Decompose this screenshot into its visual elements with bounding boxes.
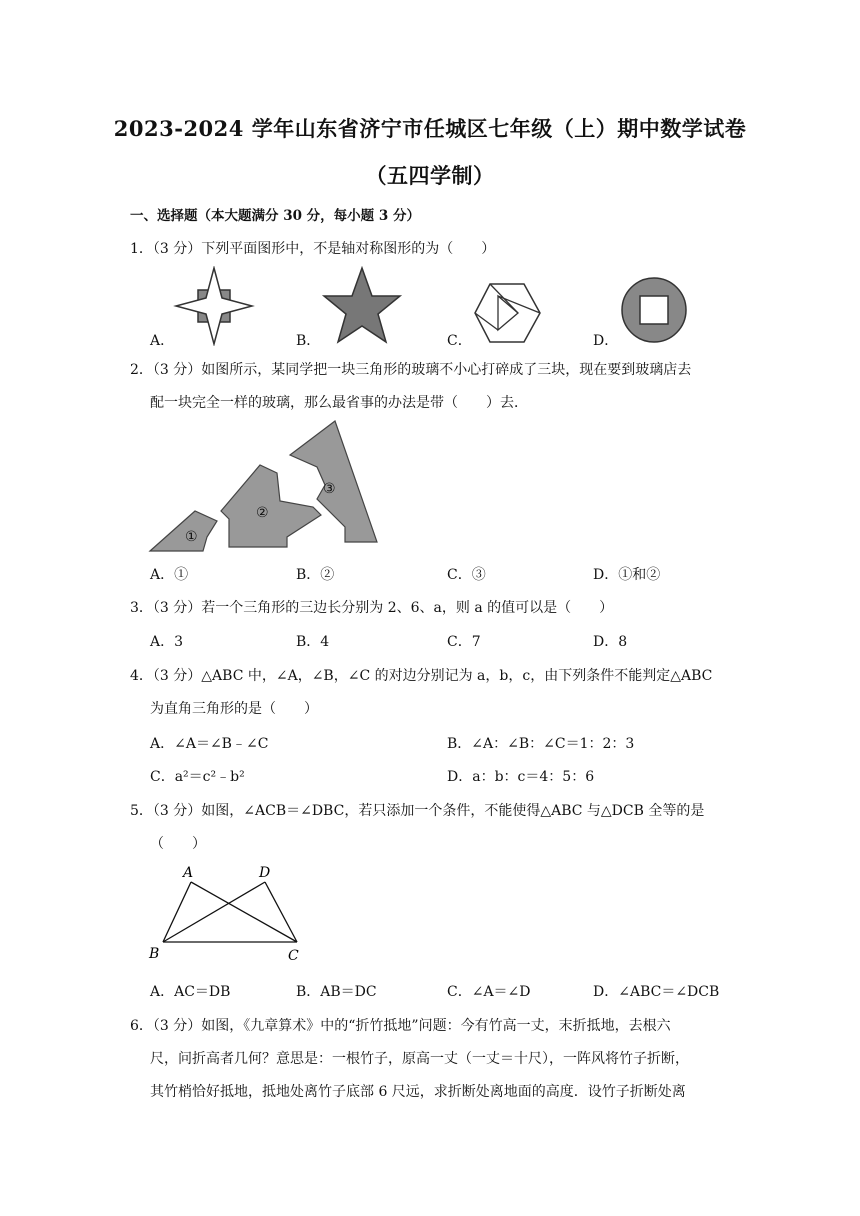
q1-figure-a-star4 — [170, 266, 260, 346]
q4-option-a: A．∠A＝∠B﹣∠C — [150, 736, 269, 752]
q2-line1: 2．（3 分）如图所示，某同学把一块三角形的玻璃不小心打碎成了三块，现在要到玻璃店去 — [130, 362, 692, 378]
q1-option-a: A． — [150, 333, 175, 349]
piece-label-3: ③ — [323, 481, 336, 497]
point-label-d: D — [259, 865, 271, 881]
q5-line1: 5．（3 分）如图，∠ACB＝∠DBC，若只添加一个条件，不能使得△ABC 与△DCB 全等的是 — [130, 803, 705, 819]
q1-option-c: C． — [447, 333, 472, 349]
q1-figure-c-hexagon — [472, 282, 544, 346]
q2-option-b: B．② — [296, 567, 335, 583]
piece-label-1: ① — [185, 529, 198, 545]
point-label-c: C — [288, 948, 299, 964]
q5-triangle-figure — [145, 862, 315, 966]
q5-option-c: C．∠A＝∠D — [447, 984, 531, 1000]
q4-line1: 4．（3 分）△ABC 中，∠A，∠B，∠C 的对边分别记为 a，b，c，由下列条件不能判定△ABC — [130, 668, 713, 684]
exam-subtitle: （五四学制） — [365, 163, 495, 188]
q2-line2: 配一块完全一样的玻璃，那么最省事的办法是带（ ）去． — [150, 395, 528, 411]
q1-option-b: B． — [296, 333, 321, 349]
q3-text: 3．（3 分）若一个三角形的三边长分别为 2、6、a，则 a 的值可以是（ ） — [130, 600, 614, 616]
q5-option-d: D．∠ABC＝∠DCB — [593, 984, 720, 1000]
q4-option-c: C．a²＝c²﹣b² — [150, 769, 245, 785]
q3-option-c: C．7 — [447, 634, 481, 650]
q6-line3: 其竹梢恰好抵地，抵地处离竹子底部 6 尺远，求折断处离地面的高度．设竹子折断处离 — [150, 1084, 686, 1100]
q1-figure-d-coin — [620, 276, 688, 344]
exam-title: 2023-2024 学年山东省济宁市任城区七年级（上）期中数学试卷 — [113, 116, 747, 141]
point-label-a: A — [183, 865, 194, 881]
q3-option-d: D．8 — [593, 634, 628, 650]
section-heading: 一、选择题（本大题满分 30 分，每小题 3 分） — [130, 208, 420, 224]
point-label-b: B — [149, 946, 160, 962]
q4-option-b: B．∠A：∠B：∠C＝1：2：3 — [447, 736, 635, 752]
q1-text: 1．（3 分）下列平面图形中，不是轴对称图形的为（ ） — [130, 241, 496, 257]
q1-figure-b-star5 — [320, 266, 404, 346]
q2-option-d: D．①和② — [593, 567, 661, 583]
q3-option-b: B．4 — [296, 634, 330, 650]
q2-option-c: C．③ — [447, 567, 486, 583]
q4-line2: 为直角三角形的是（ ） — [150, 701, 318, 717]
q2-option-a: A．① — [150, 567, 189, 583]
q2-glass-figure — [145, 415, 385, 555]
q5-option-b: B．AB＝DC — [296, 984, 377, 1000]
q5-option-a: A．AC＝DB — [150, 984, 231, 1000]
q3-option-a: A．3 — [150, 634, 184, 650]
q1-option-d: D． — [593, 333, 619, 349]
piece-label-2: ② — [256, 505, 269, 521]
q6-line2: 尺，问折高者几何？意思是：一根竹子，原高一丈（一丈＝十尺），一阵风将竹子折断， — [150, 1051, 689, 1067]
q6-line1: 6．（3 分）如图，《九章算术》中的“折竹抵地”问题：今有竹高一丈，末折抵地，去根六 — [130, 1018, 671, 1034]
q5-line2: （ ） — [150, 836, 206, 852]
q4-option-d: D．a：b：c＝4：5：6 — [447, 769, 595, 785]
